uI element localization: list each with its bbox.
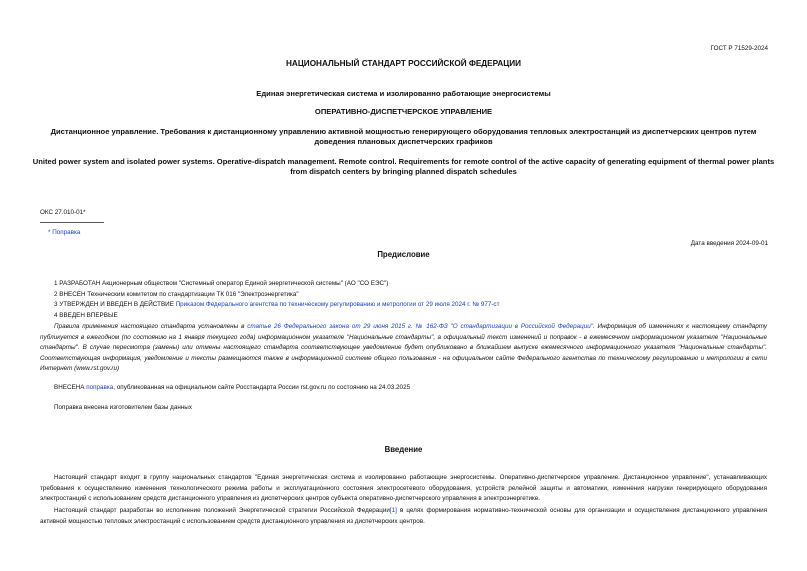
foreword-heading: Предисловие: [377, 250, 430, 259]
amendment-text-link[interactable]: поправка: [86, 384, 114, 391]
amendment-link[interactable]: * Поправка: [48, 229, 81, 236]
system-title: Единая энергетическая система и изолированно работающие энергосистемы: [256, 89, 551, 98]
document-number: ГОСТ Р 71529-2024: [710, 45, 768, 52]
rules-paragraph: [40, 322, 767, 375]
introduction-date: Дата введения 2024-09-01: [690, 240, 768, 247]
amendment-prefix: ВНЕСЕНА: [54, 384, 87, 391]
law-link[interactable]: статье 26 Федерального закона от 29 июня 2015 г. № 162-ФЗ "О стандартизации в Российской Федерации": [247, 323, 593, 330]
foreword-item-3: [54, 301, 499, 308]
foreword-item-3-text: 3 УТВЕРЖДЕН И ВВЕДЕН В ДЕЙСТВИЕ: [54, 301, 176, 308]
order-link[interactable]: Приказом Федерального агентства по техническому регулированию и метрологии от 29 июля 2024 г. № 977-ст: [175, 301, 500, 308]
section-title: ОПЕРАТИВНО-ДИСПЕТЧЕРСКОЕ УПРАВЛЕНИЕ: [314, 107, 493, 116]
foreword-item-4: 4 ВВЕДЕН ВПЕРВЫЕ: [54, 312, 118, 319]
amendment-suffix: , опубликованная на официальном сайте Росстандарта России rst.gov.ru по состоянию на 24.03.2025: [113, 384, 411, 391]
reference-link[interactable]: [1]: [389, 507, 397, 514]
intro-paragraph-2-text: Настоящий стандарт разработан во исполнение положений Энергетической стратегии Российской Федерации: [54, 507, 390, 514]
main-title: Дистанционное управление. Требования к дистанционному управлению активной мощностью генерирующего оборудования тепловых электростанций из диспетчерских центров путем доведения плановых диспетчерских графиков: [50, 127, 757, 146]
introduction-heading: Введение: [384, 445, 423, 454]
intro-paragraph-1: Настоящий стандарт входит в группу национальных стандартов "Единая энергетическая система и изолированно работающие энергосистемы. Оперативно-диспетчерское управление. Дистанционное управление", устанавливающих требования к осуществлению изменения технологического режима работы и эксплуатационного состояния электросетевого оборудования, устройств релейной защиты и автоматики, изменения нагрузки генерирующего оборудования электростанций с использованием средств дистанционного управления из диспетчерских центров субъекта оперативно-диспетчерского управления в электроэнергетике.: [40, 474, 767, 503]
rules-text-2: . Информация об изменениях к настоящему стандарту публикуется в ежегодном (по состоянию на 1 января текущего года) информационном указателе "Национальные стандарты", а официальный текст изменений и поправок - в ежемесячном информационном указателе "Национальные стандарты". В случае пересмотра (замены) или отмены настоящего стандарта соответствующее уведомление будет опубликовано в ближайшем выпуске ежемесячного информационного указателя "Национальные стандарты". Соответствующая информация, уведомление и тексты размещаются также в информационной системе общего пользования - на официальном сайте Федерального агентства по техническому регулированию и метрологии в сети Интернет (www.rst.gov.ru): [40, 323, 767, 373]
intro-paragraph-2-suffix: в целях формирования нормативно-технической основы для организации и осуществления дистанционного управления активной мощностью тепловых электростанций с использованием средств дистанционного управления из диспетчерских центров.: [40, 507, 767, 525]
intro-paragraph-2: [40, 506, 767, 527]
national-standard-title: НАЦИОНАЛЬНЫЙ СТАНДАРТ РОССИЙСКОЙ ФЕДЕРАЦИИ: [286, 59, 521, 68]
foreword-item-2: 2 ВНЕСЕН Техническим комитетом по стандартизации ТК 016 "Электроэнергетика": [54, 291, 299, 298]
rules-text-1: Правила применения настоящего стандарта установлены в: [54, 323, 248, 330]
amendment-paragraph: [54, 384, 410, 391]
maker-note: Поправка внесена изготовителем базы данных: [54, 404, 192, 411]
divider: [40, 222, 104, 223]
oks-code: ОКС 27.010-01*: [40, 209, 86, 216]
english-title: United power system and isolated power systems. Operative-dispatch management. Remote control. Requirements for remote control of the active capacity of generating equipment of thermal power plants from dispatch centers by bringing planned dispatch schedules: [32, 157, 775, 176]
foreword-item-1: 1 РАЗРАБОТАН Акционерным обществом "Системный оператор Единой энергетической системы" (АО "СО ЕЭС"): [54, 280, 389, 287]
